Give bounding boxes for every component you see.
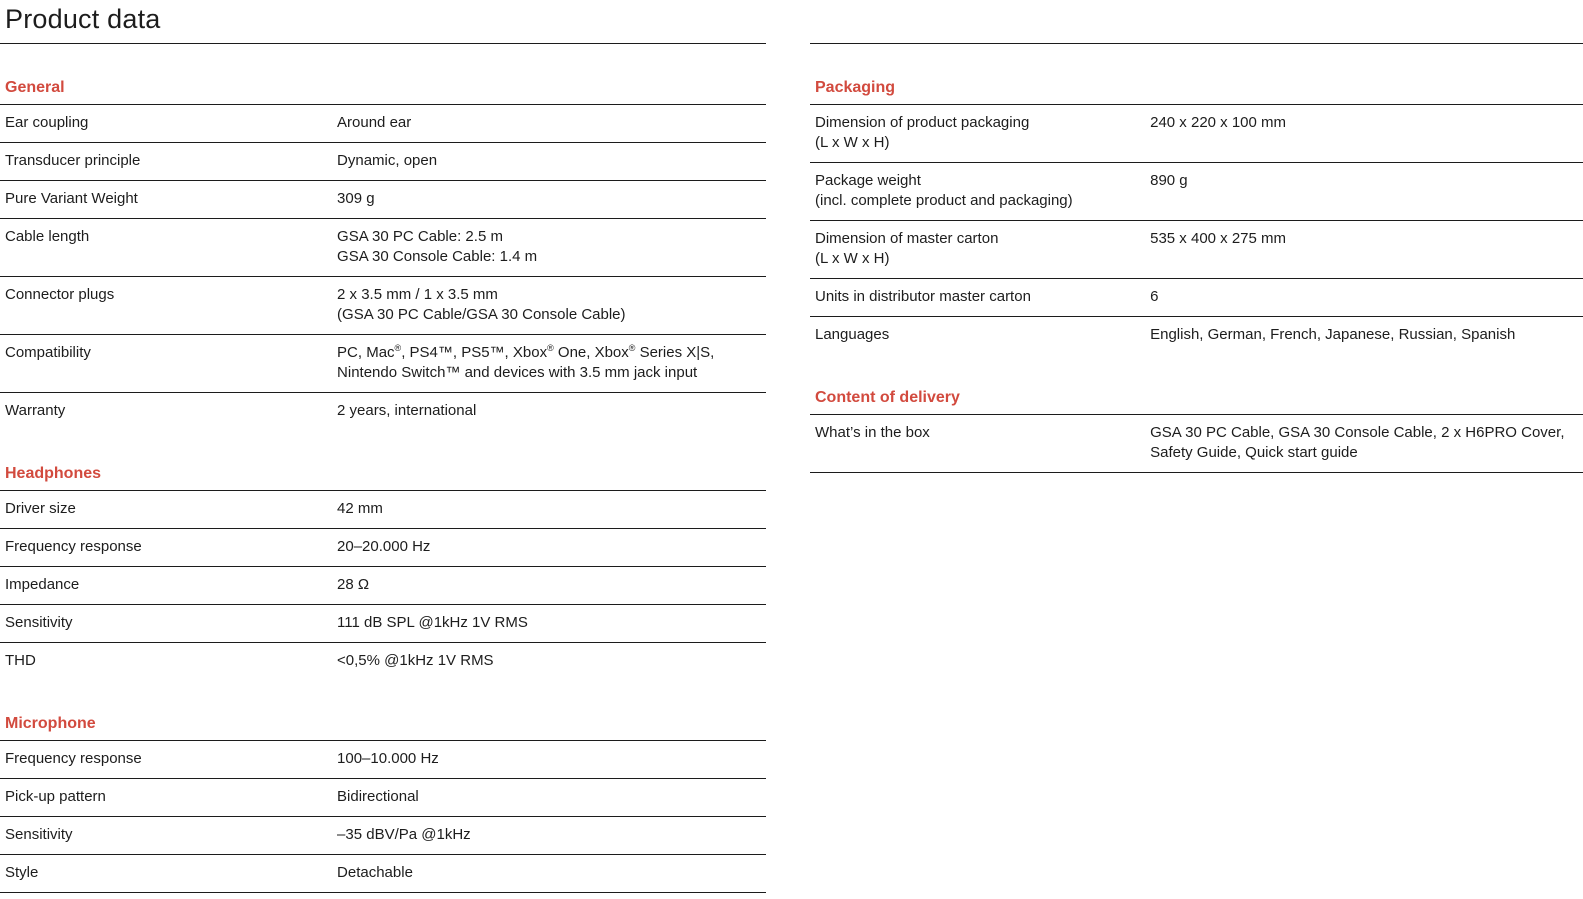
spec-label: Ear coupling <box>5 114 89 131</box>
spec-label: Impedance <box>5 576 80 593</box>
spec-row <box>0 529 766 567</box>
spec-row <box>0 605 766 643</box>
spec-value: 240 x 220 x 100 mm <box>1150 114 1287 131</box>
spec-label: Style <box>5 864 39 881</box>
spec-value: 2 years, international <box>337 402 477 419</box>
page-title: Product data <box>0 0 766 44</box>
spec-value: English, German, French, Japanese, Russian, Spanish <box>1150 326 1516 343</box>
spec-label: THD <box>5 652 36 669</box>
spec-value: GSA 30 PC Cable, GSA 30 Console Cable, 2 x H6PRO Cover, Safety Guide, Quick start guide <box>1150 424 1565 461</box>
spec-value: 100–10.000 Hz <box>337 750 439 767</box>
spec-rows <box>810 105 1583 354</box>
left-column <box>0 0 766 893</box>
section-title-microphone: Microphone <box>0 680 766 741</box>
spec-label: Sensitivity <box>5 614 73 631</box>
spec-section <box>0 430 766 680</box>
spec-section <box>810 354 1583 473</box>
spec-value: Bidirectional <box>337 788 419 805</box>
spec-rows <box>0 491 766 680</box>
spec-row <box>810 221 1583 279</box>
spec-label: Units in distributor master carton <box>815 288 1031 305</box>
spec-value: 6 <box>1150 288 1159 305</box>
spec-label: Cable length <box>5 228 90 245</box>
spec-row <box>0 335 766 393</box>
spec-row <box>810 415 1583 473</box>
spec-row <box>0 643 766 680</box>
spec-row <box>0 567 766 605</box>
spec-label: Pure Variant Weight <box>5 190 138 207</box>
top-divider <box>810 0 1583 44</box>
spec-label: Dimension of product packaging (L x W x H) <box>815 114 1030 151</box>
spec-label: Pick-up pattern <box>5 788 106 805</box>
spec-label: Compatibility <box>5 344 91 361</box>
spec-label: Sensitivity <box>5 826 73 843</box>
spec-row <box>0 741 766 779</box>
spec-label: Package weight (incl. complete product and packaging) <box>815 172 1073 209</box>
spec-row <box>0 817 766 855</box>
spec-row <box>810 163 1583 221</box>
spec-row <box>810 317 1583 354</box>
spec-rows <box>810 415 1583 473</box>
spec-section <box>0 44 766 430</box>
spec-label: What’s in the box <box>815 424 930 441</box>
spec-value: 28 Ω <box>337 576 370 593</box>
spec-value: –35 dBV/Pa @1kHz <box>337 826 471 843</box>
spec-rows <box>0 105 766 430</box>
spec-label: Languages <box>815 326 890 343</box>
spec-section <box>810 44 1583 354</box>
spec-row <box>0 105 766 143</box>
spec-row <box>0 393 766 430</box>
spec-label: Connector plugs <box>5 286 115 303</box>
left-sections <box>0 44 766 893</box>
section-title-packaging: Packaging <box>810 44 1583 105</box>
right-column <box>810 0 1583 893</box>
right-sections <box>810 44 1583 473</box>
spec-row <box>0 219 766 277</box>
spec-label: Dimension of master carton (L x W x H) <box>815 230 999 267</box>
spec-value: 2 x 3.5 mm / 1 x 3.5 mm (GSA 30 PC Cable/GSA 30 Console Cable) <box>337 286 626 323</box>
spec-label: Frequency response <box>5 750 142 767</box>
spec-value: Dynamic, open <box>337 152 438 169</box>
spec-rows <box>0 741 766 893</box>
spec-value: 20–20.000 Hz <box>337 538 431 555</box>
spec-value: 535 x 400 x 275 mm <box>1150 230 1287 247</box>
spec-value: PC, Mac®, PS4™, PS5™, Xbox® One, Xbox® Series X|S, Nintendo Switch™ and devices with 3.5 mm jack input <box>337 343 715 381</box>
spec-row <box>0 779 766 817</box>
spec-label: Transducer principle <box>5 152 141 169</box>
spec-row <box>810 105 1583 163</box>
spec-row <box>0 277 766 335</box>
spec-value: 890 g <box>1150 172 1188 189</box>
spec-label: Frequency response <box>5 538 142 555</box>
spec-row <box>0 181 766 219</box>
spec-value: 111 dB SPL @1kHz 1V RMS <box>337 614 528 631</box>
spec-label: Warranty <box>5 402 66 419</box>
spec-value: Around ear <box>337 114 412 131</box>
spec-row <box>0 143 766 181</box>
section-title-headphones: Headphones <box>0 430 766 491</box>
section-title-general: General <box>0 44 766 105</box>
spec-row <box>0 855 766 893</box>
section-title-content-of-delivery: Content of delivery <box>810 354 1583 415</box>
spec-row <box>810 279 1583 317</box>
spec-section <box>0 680 766 893</box>
spec-row <box>0 491 766 529</box>
spec-value: <0,5% @1kHz 1V RMS <box>337 652 494 669</box>
spec-value: 42 mm <box>337 500 383 517</box>
spec-value: GSA 30 PC Cable: 2.5 m GSA 30 Console Cable: 1.4 m <box>337 228 538 265</box>
spec-value: Detachable <box>337 864 413 881</box>
spec-label: Driver size <box>5 500 76 517</box>
spec-value: 309 g <box>337 190 375 207</box>
